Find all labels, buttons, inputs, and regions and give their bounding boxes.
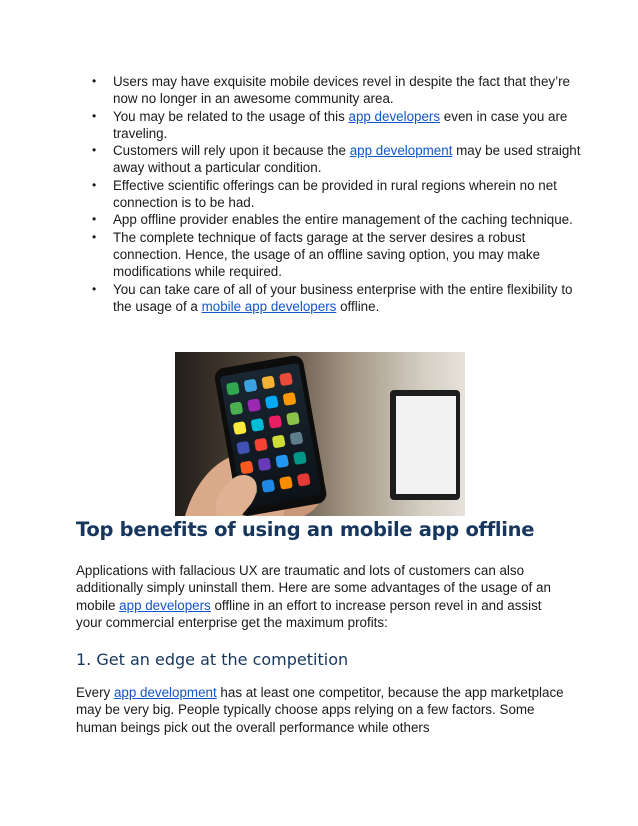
bullet-item (92, 211, 582, 228)
app-development-link[interactable]: app development (113, 685, 217, 700)
bullet-text: may be used straight away without a particular condition. (113, 143, 581, 176)
app-developers-link[interactable]: app developers (348, 108, 441, 124)
paragraph-text: Every (76, 685, 114, 700)
smartphone-illustration (175, 352, 465, 516)
subsection-heading: 1. Get an edge at the competition (76, 650, 349, 669)
bullet-text: Effective scientific offerings can be provided in rural regions wherein no net connection is to be had. (113, 177, 557, 211)
bullet-text: even in case you are traveling. (113, 108, 568, 141)
bullet-item (92, 229, 582, 281)
bullet-item (92, 73, 582, 108)
app-developers-link[interactable]: app developers (119, 597, 211, 613)
bullet-text: You may be related to the usage of this (113, 108, 349, 124)
bullet-text: The complete technique of facts garage at the server desires a robust connection. Hence, the usage of an offline saving option, you may make modifications while required. (113, 229, 541, 280)
benefit-bullet-list (92, 73, 582, 315)
competition-paragraph (76, 684, 566, 736)
app-development-link[interactable]: app development (349, 143, 453, 159)
bullet-text: App offline provider enables the entire management of the caching technique. (113, 212, 573, 228)
bullet-item (92, 177, 582, 212)
bullet-item (92, 281, 582, 316)
bullet-text: offline. (336, 298, 380, 314)
section-heading: Top benefits of using an mobile app offline (76, 518, 535, 541)
bullet-item (92, 142, 582, 177)
bullet-text: Users may have exquisite mobile devices revel in despite the fact that they’re now no longer in an awesome community area. (113, 74, 570, 107)
mobile-app-developers-link[interactable]: mobile app developers (201, 298, 337, 314)
bullet-text: Customers will rely upon it because the (113, 143, 350, 159)
hand-holding-smartphone-photo (175, 352, 465, 516)
paragraph-text: has at least one competitor, because the app marketplace may be very big. People typically choose apps relying on a few factors. Some human beings pick out the overall performance while others (76, 685, 564, 735)
bullet-item (92, 108, 582, 143)
paragraph-text: Applications with fallacious UX are traumatic and lots of customers can also additionally simply uninstall them. Here are some advantages of the usage of an mobile (76, 563, 551, 613)
intro-paragraph (76, 562, 566, 631)
paragraph-text: offline in an effort to increase person revel in and assist your commercial enterprise get the maximum profits: (76, 597, 542, 630)
bullet-text: You can take care of all of your business enterprise with the entire flexibility to the usage of a (113, 281, 573, 314)
